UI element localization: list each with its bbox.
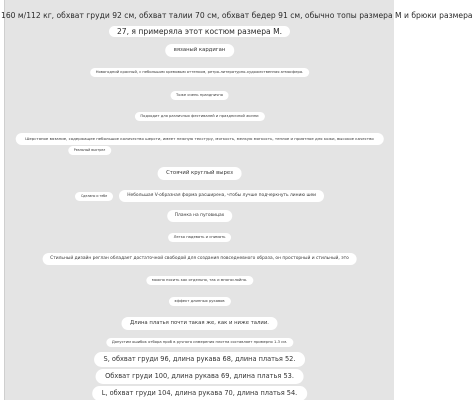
made-for-you-label: Сделано и тебе xyxy=(75,192,113,201)
button-placket-label: Планка на пуговицах xyxy=(167,210,233,222)
size-s-spec: S, обхват груди 96, длина рукава 68, длина платья 52. xyxy=(94,352,306,367)
size-l-spec: L, обхват груди 104, длина рукава 70, длина платья 54. xyxy=(92,386,308,401)
product-description-page xyxy=(1,0,473,400)
easy-wear-note: Легко надевать и снимать xyxy=(168,233,232,242)
crew-neck-label: Стоячий круглый вырез xyxy=(157,167,242,180)
length-note: Длина платья почти такая же, как и ниже талии. xyxy=(121,317,278,330)
material-description: Шерстяное вязание, содержащее небольшое количество шерсти, имеет нежную текстуру, мягкость, мелкую мягкость, теплое и приятное для кожи, высокое качество xyxy=(15,133,384,145)
real-shot-label: Реальный выстрел xyxy=(68,146,111,155)
size-m-spec: Обхват груди 100, длина рукава 69, длина платья 53. xyxy=(95,369,304,384)
v-neck-description: Небольшая V-образная форма расширена, чтобы лучше подчеркнуть линию шеи xyxy=(119,190,324,202)
occasions-note: Подходит для различных фестивалей и праздничной жизни xyxy=(134,112,264,121)
color-description: Новогодний красный, с небольшим кремовым оттенком, ретро-литературно-художественная атмосфера. xyxy=(90,68,310,77)
measurement-error-note: Допустим ошибок отбора проб в ручного измерения плотна составляет примерно 1-3 см. xyxy=(106,338,293,347)
layering-note: можно носить как отдельно, так и многослойно. xyxy=(146,276,253,285)
measurements-line-2: 27, я примеряла этот костюм размера M. xyxy=(109,26,290,37)
long-sleeve-effect: эффект длинных рукавов xyxy=(168,297,230,306)
knit-cardigan-label: вязаный кардиган xyxy=(165,44,235,57)
measurements-header xyxy=(1,9,473,38)
raglan-description: Стильный дизайн реглан обладает достаточной свободой для создания повседневного образа, он просторный и стильный, это xyxy=(42,253,357,265)
festive-note: Тоже очень празднично xyxy=(170,91,229,100)
measurements-line-1: 160 м/112 кг, обхват груди 92 см, обхват талии 70 см, обхват бедер 91 см, обычно топы размера M и брюки размера xyxy=(1,11,473,20)
